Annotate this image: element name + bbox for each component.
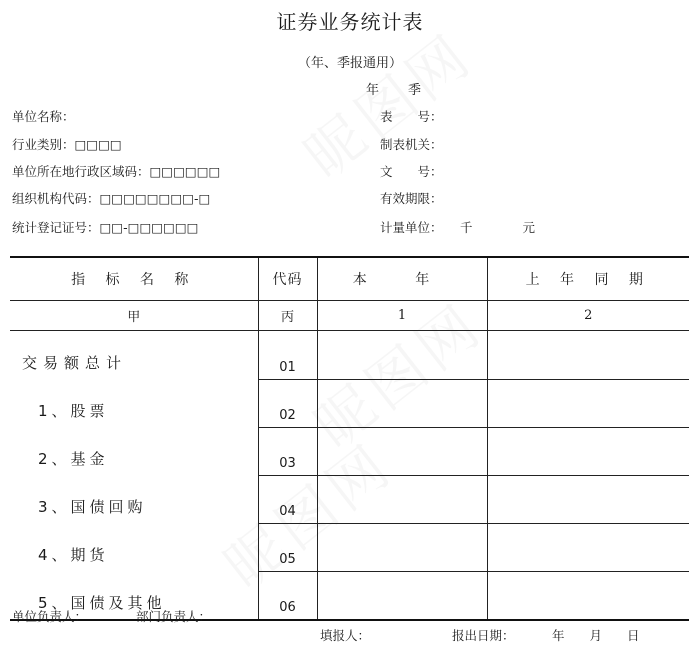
organization-code-field: 组织机构代码：□□□□□□□□-□ [12,191,211,206]
last-year-cell[interactable] [487,475,689,523]
report-date-label: 报出日期： [452,628,515,643]
registration-number-field: 统计登记证号：□□-□□□□□□ [12,220,199,235]
table-row [10,523,689,571]
header-indicator-name: 指 标 名 称 [10,257,258,301]
statistics-table [10,256,689,621]
table-row [10,427,689,475]
period-year: 年 [366,83,380,98]
table-row [10,571,689,620]
department-head-label: 部门负责人： [136,609,212,624]
subheader-col-1: 1 [317,301,487,331]
issuing-authority-label: 制表机关： [380,137,443,152]
validity-period-label: 有效期限： [380,191,443,206]
current-year-cell[interactable] [317,475,487,523]
last-year-cell[interactable] [487,331,689,380]
filler-label: 填报人： [320,628,371,643]
region-code-field: 单位所在地行政区域码：□□□□□□ [12,164,221,179]
table-header-row [10,257,689,301]
industry-category-field: 行业类别：□□□□ [12,137,122,152]
current-year-cell[interactable] [317,523,487,571]
row-code: 04 [258,475,317,523]
document-number-label: 文 号： [380,164,443,179]
row-code: 06 [258,571,317,620]
unit-name-field: 单位名称： [12,109,75,124]
table-row [10,379,689,427]
table-row [10,475,689,523]
form-number-label: 表 号： [380,109,443,124]
measurement-unit-value: 千 元 [460,220,536,235]
measurement-unit-label: 计量单位： [380,220,443,235]
last-year-cell[interactable] [487,427,689,475]
report-date-fields: 年 月 日 [552,628,640,643]
row-code: 05 [258,523,317,571]
current-year-cell[interactable] [317,571,487,620]
page-subtitle: （年、季报通用） [297,56,402,71]
row-name: 交易额总计 [10,331,258,380]
unit-head-label: 单位负责人： [12,609,88,624]
row-name: 4、期货 [10,523,258,571]
subheader-jia: 甲 [10,301,258,331]
last-year-cell[interactable] [487,379,689,427]
current-year-cell[interactable] [317,427,487,475]
table-row [10,331,689,380]
current-year-cell[interactable] [317,331,487,380]
row-code: 02 [258,379,317,427]
last-year-cell[interactable] [487,523,689,571]
subheader-col-2: 2 [487,301,689,331]
header-code: 代码 [258,257,317,301]
row-name: 3、国债回购 [10,475,258,523]
subheader-bing: 丙 [258,301,317,331]
header-current-year: 本 年 [317,257,487,301]
row-name: 5、国债及其他 [10,571,258,620]
last-year-cell[interactable] [487,571,689,620]
row-code: 03 [258,427,317,475]
row-code: 01 [258,331,317,380]
period-quarter: 季 [408,83,422,98]
row-name: 1、股票 [10,379,258,427]
header-same-period-last-year: 上 年 同 期 [487,257,689,301]
page-title: 证券业务统计表 [276,10,424,34]
row-name: 2、基金 [10,427,258,475]
table-subheader-row [10,301,689,331]
current-year-cell[interactable] [317,379,487,427]
